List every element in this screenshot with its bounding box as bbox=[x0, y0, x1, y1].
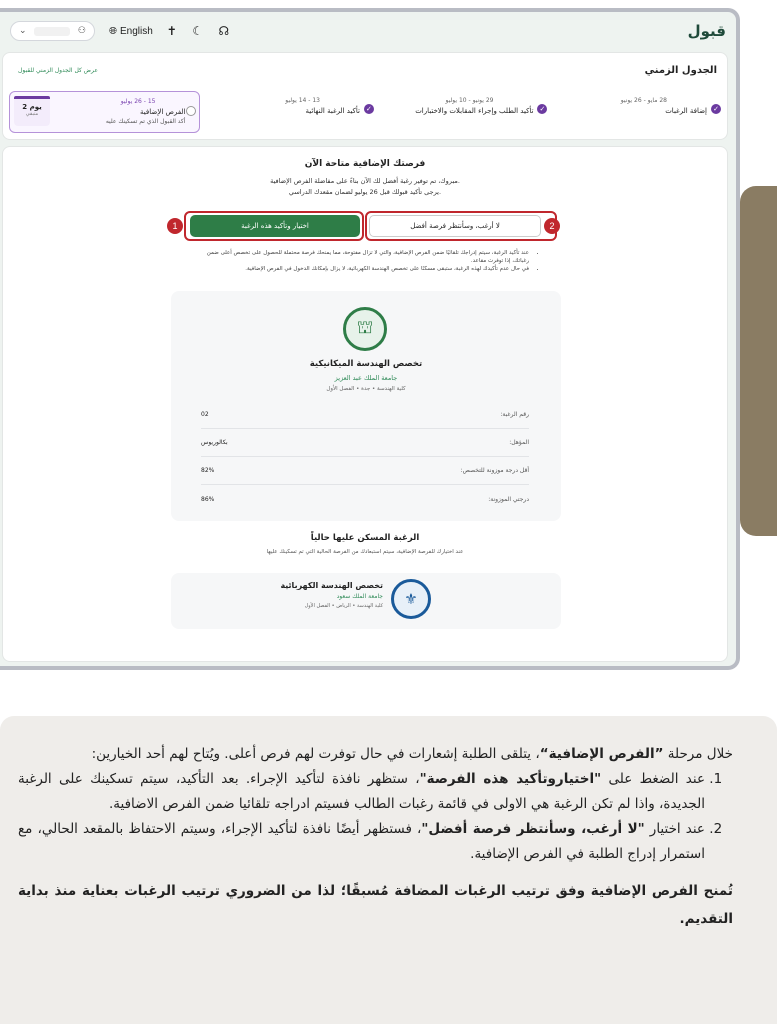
info-value: 82% bbox=[201, 467, 215, 474]
days-bar bbox=[14, 96, 50, 99]
marker-2: 2 bbox=[544, 218, 560, 234]
app-window bbox=[0, 8, 740, 670]
step-name: تأكيد الرغبة النهائية bbox=[305, 107, 360, 115]
current-major-card bbox=[171, 573, 561, 629]
intro-bold: ”الفرص الإضافية“ bbox=[539, 746, 664, 762]
step-name: تأكيد الطلب وإجراء المقابلات والاختبارات bbox=[415, 107, 534, 115]
top-bar bbox=[0, 12, 736, 50]
offer-note: • عند تأكيد الرغبة، سيتم إدراجك تلقائيًا ضمن الفرص الإضافية، والتي لا تزال مفتوحة، مما يمنحك فرصة محتملة للحصول على تخصص أعلى ضمن رغباتك، إذا توفرت مقاعد. bbox=[203, 249, 529, 265]
info-value: بكالوريوس bbox=[201, 439, 228, 446]
step-note: أكد القبول الذي تم تسكينك عليه bbox=[105, 118, 186, 125]
major-name: تخصص الهندسة الميكانيكية bbox=[309, 359, 423, 369]
confirm-offer-button[interactable]: اختيار وتأكيد هذه الرغبة bbox=[190, 215, 360, 237]
explanation-final: تُمنح الفرص الإضافية وفق ترتيب الرغبات المضافة مُسبقًا؛ لذا من الضروري ترتيب الرغبات بعناية منذ بداية التقديم. bbox=[18, 883, 733, 927]
info-label: المؤهل: bbox=[509, 439, 529, 446]
current-faculty: كلية الهندسة • الرياض • الفصل الأول bbox=[304, 603, 383, 609]
major-details bbox=[171, 291, 561, 521]
item-text: عند الضغط على bbox=[601, 771, 705, 787]
offer-title: فرصتك الإضافية متاحة الآن bbox=[304, 159, 426, 169]
info-row bbox=[201, 401, 529, 429]
info-row bbox=[201, 457, 529, 485]
timeline-step-active bbox=[9, 91, 200, 133]
step-name: إضافة الرغبات bbox=[665, 107, 707, 115]
timeline-steps bbox=[9, 91, 721, 133]
info-label: أقل درجة موزونة للتخصص: bbox=[460, 467, 529, 474]
timeline-card bbox=[2, 52, 728, 140]
language-label: English bbox=[120, 25, 153, 37]
chevron-down-icon: ⌄ bbox=[19, 26, 27, 36]
timeline-title: الجدول الزمني bbox=[644, 65, 717, 76]
current-university: جامعة الملك سعود bbox=[336, 593, 383, 600]
explanation-panel bbox=[0, 716, 777, 1024]
offer-card bbox=[2, 146, 728, 662]
current-major-name: تخصص الهندسة الكهربائية bbox=[280, 581, 383, 590]
timeline-step bbox=[547, 91, 721, 133]
explanation-list bbox=[18, 767, 705, 867]
current-major-text bbox=[280, 581, 383, 609]
explanation-intro bbox=[18, 742, 733, 767]
current-title: الرغبة المسكن عليها حالياً bbox=[310, 533, 420, 543]
step-date: 29 يونيو - 10 يوليو bbox=[445, 97, 494, 104]
offer-line-1: مبروك، تم توفير رغبة أفضل لك الآن بناءً على مفاضلة الفرص الإضافية. bbox=[270, 177, 460, 185]
timeline-step bbox=[200, 91, 374, 133]
language-switch[interactable] bbox=[109, 26, 153, 37]
intro-text-after: ، يتلقى الطلبة إشعارات في حال توفرت لهم فرص أعلى. ويُتاح لهم أحد الخيارين: bbox=[91, 746, 540, 762]
info-label: رقم الرغبة: bbox=[500, 411, 529, 418]
radio-icon bbox=[186, 106, 196, 116]
step-date: 28 مايو - 26 يونيو bbox=[620, 97, 667, 104]
item-text: عند اختيار bbox=[644, 821, 705, 837]
item-bold: "لا أرغب، وسأنتظر فرصة أفضل" bbox=[421, 821, 645, 837]
check-icon: ✓ bbox=[364, 104, 374, 114]
explanation-item bbox=[18, 817, 705, 867]
university-emblem-icon: ⛫ bbox=[343, 307, 387, 351]
info-row bbox=[201, 429, 529, 457]
days-value: 2 يوم bbox=[22, 103, 42, 111]
major-info-table bbox=[201, 401, 529, 513]
check-icon: ✓ bbox=[537, 104, 547, 114]
headset-icon[interactable]: ☊ bbox=[218, 24, 230, 38]
logo bbox=[687, 21, 726, 40]
wait-better-offer-button[interactable]: لا أرغب، وسأنتظر فرصة أفضل bbox=[369, 215, 541, 237]
offer-note: • في حال عدم تأكيدك لهذه الرغبة، ستبقى مسكنًا على تخصص الهندسة الكهربائية، لا يزال بإمكانك الدخول في الفرص الإضافية. bbox=[203, 265, 529, 273]
item-text-after: ، ستظهر نافذة لتأكيد الإجراء. بعد التأكيد، سيتم تسكينك على الرغبة الجديدة، واذا لم تكن الرغبة هي الاولى في قائمة رغبات الطالب فسيتم ادراجه تلقائيا ضمن الفرص الاضافية. bbox=[18, 771, 705, 812]
days-remaining-badge bbox=[14, 96, 50, 126]
current-subtitle: عند اختيارك للفرصة الإضافية، سيتم استبعادك من الفرصة الحالية التي تم تسكينك عليها bbox=[266, 549, 464, 555]
logo-name: قبول bbox=[687, 21, 726, 40]
days-unit: متبقي bbox=[25, 111, 39, 117]
major-university: جامعة الملك عبد العزيز bbox=[334, 374, 398, 382]
intro-text: خلال مرحلة bbox=[663, 746, 733, 762]
user-name-placeholder bbox=[34, 27, 70, 36]
dark-mode-icon[interactable]: ☾ bbox=[192, 24, 204, 38]
user-icon: ⚇ bbox=[77, 26, 86, 36]
info-label: درجتي الموزونة: bbox=[488, 495, 529, 503]
side-decoration bbox=[740, 186, 777, 536]
globe-icon: 🌐︎ bbox=[109, 25, 117, 37]
accessibility-icon[interactable]: ✝ bbox=[166, 24, 177, 38]
info-value: 86% bbox=[201, 495, 215, 503]
check-icon: ✓ bbox=[711, 104, 721, 114]
major-faculty: كلية الهندسة • جدة • الفصل الأول bbox=[326, 386, 406, 392]
step-date: 13 - 14 يوليو bbox=[285, 97, 320, 104]
timeline-link[interactable]: عرض كل الجدول الزمني للقبول bbox=[18, 67, 98, 74]
step-name: الفرص الإضافية bbox=[140, 108, 186, 116]
offer-line-2: يرجى تأكيد قبولك قبل 26 يوليو لضمان مقعدك الدراسي. bbox=[288, 188, 442, 196]
info-row bbox=[201, 485, 529, 513]
offer-notes bbox=[203, 249, 537, 273]
university-emblem-icon: ⚜ bbox=[391, 579, 431, 619]
info-value: 02 bbox=[201, 411, 209, 418]
item-bold: "اختياروتأكيد هذه الفرصة" bbox=[419, 771, 602, 787]
user-menu[interactable] bbox=[10, 21, 95, 41]
explanation-item bbox=[18, 767, 705, 817]
step-date: 15 - 26 يوليو bbox=[120, 98, 156, 105]
timeline-step bbox=[374, 91, 548, 133]
marker-1: 1 bbox=[167, 218, 183, 234]
item-text-after: ، فستظهر أيضًا نافذة لتأكيد الإجراء، وسيتم الاحتفاظ بالمقعد الحالي، مع استمرار إدراج الطلبة في الفرص الإضافية. bbox=[18, 821, 705, 862]
